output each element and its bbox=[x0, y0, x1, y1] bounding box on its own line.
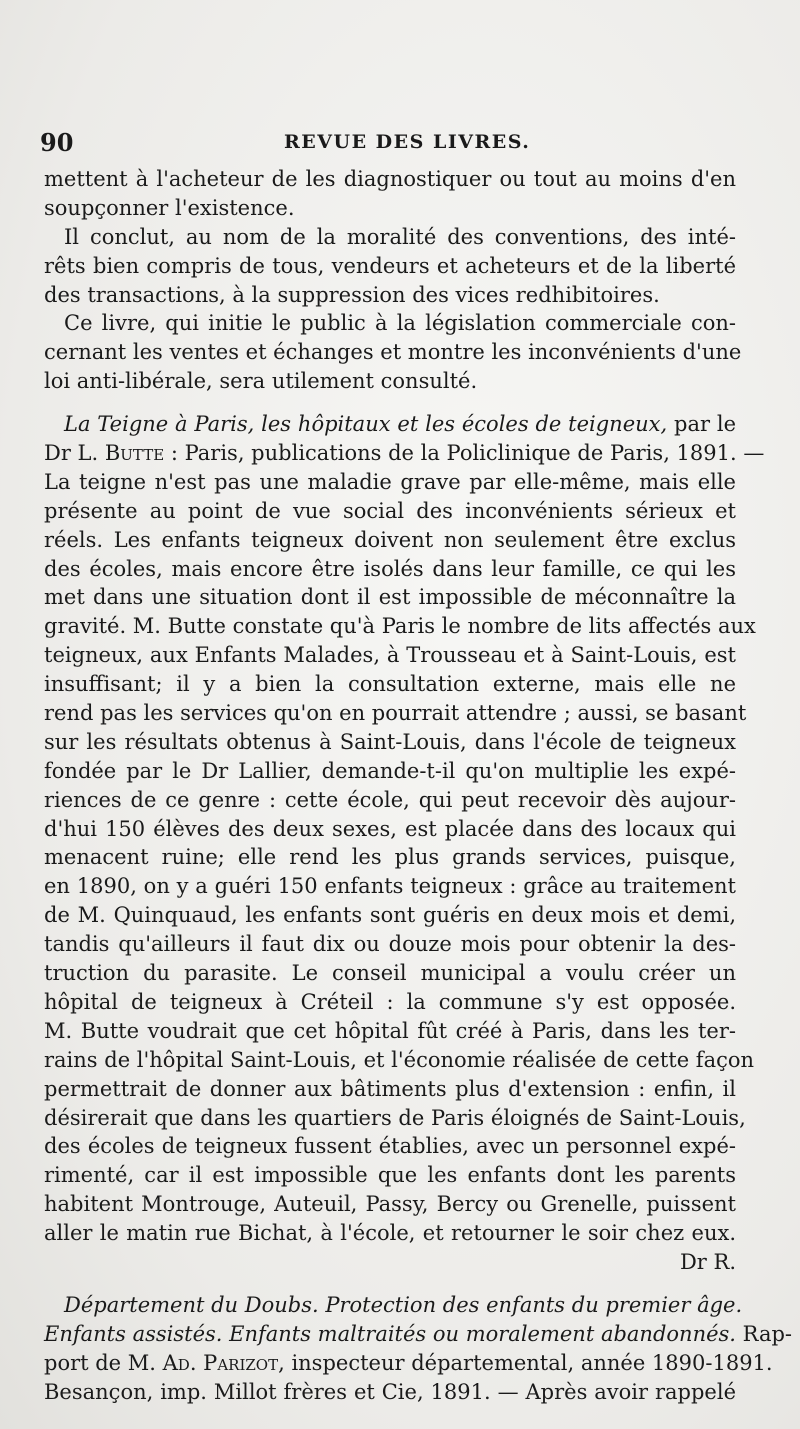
text-line: cernant les ventes et échanges et montre les inconvénients d'une bbox=[44, 340, 742, 365]
text-line: Ce livre, qui initie le public à la législation commerciale con- bbox=[64, 311, 736, 336]
review-doubs bbox=[44, 1291, 793, 1407]
text-line: riences de ce genre : cette école, qui peut recevoir dès aujour- bbox=[44, 787, 736, 812]
publication-info: : Paris, publications de la Policlinique de Paris, 1891. — bbox=[164, 441, 765, 466]
text-line: M. Butte voudrait que cet hôpital fût créé à Paris, dans les ter- bbox=[44, 1018, 736, 1043]
page-header bbox=[40, 128, 740, 158]
text-line: rimenté, car il est impossible que les enfants dont les parents bbox=[44, 1163, 736, 1188]
text-line: habitent Montrouge, Auteuil, Passy, Bercy ou Grenelle, puissent bbox=[44, 1192, 736, 1217]
author-prefix: port de M. bbox=[44, 1350, 163, 1375]
text-line: en 1890, on y a guéri 150 enfants teigneux : grâce au traitement bbox=[44, 874, 736, 899]
text-line: mettent à l'acheteur de les diagnostiquer ou tout au moins d'en bbox=[44, 167, 736, 191]
review-title-continued: Enfants assistés. Enfants maltraités ou moralement abandonnés. bbox=[44, 1321, 736, 1346]
review-author-line bbox=[44, 439, 765, 468]
text-line: Il conclut, au nom de la moralité des conventions, des inté- bbox=[64, 224, 736, 249]
text-line: loi anti-libérale, sera utilement consulté. bbox=[44, 369, 478, 394]
review-author-line bbox=[44, 1349, 773, 1378]
text-line: met dans une situation dont il est impossible de méconnaître la bbox=[44, 585, 736, 610]
text-line: rêts bien compris de tous, vendeurs et acheteurs et de la liberté bbox=[44, 253, 736, 278]
text-line: rains de l'hôpital Saint-Louis, et l'économie réalisée de cette façon bbox=[44, 1047, 755, 1072]
text-line: Besançon, imp. Millot frères et Cie, 1891. — Après avoir rappelé bbox=[44, 1379, 736, 1404]
text-line: des écoles de teigneux fussent établies, avec un personnel expé- bbox=[44, 1134, 736, 1159]
review-title-line bbox=[44, 410, 736, 439]
text-line: teigneux, aux Enfants Malades, à Trousseau et à Saint-Louis, est bbox=[44, 643, 736, 668]
review-title-line bbox=[44, 1320, 793, 1349]
review-title-line: Département du Doubs. Protection des enfants du premier âge. bbox=[64, 1292, 743, 1317]
text-line: truction du parasite. Le conseil municipal a voulu créer un bbox=[44, 961, 736, 986]
running-title: REVUE DES LIVRES. bbox=[284, 131, 531, 153]
text-line: fondée par le Dr Lallier, demande-t-il qu'on multiplie les expé- bbox=[44, 758, 736, 783]
paragraph-gap bbox=[44, 396, 736, 410]
review-title: La Teigne à Paris, les hôpitaux et les écoles de teigneux, bbox=[64, 412, 668, 437]
review-title-by: par le bbox=[667, 412, 737, 437]
review-vices-redhibitoires bbox=[44, 165, 742, 396]
text-line: permettrait de donner aux bâtiments plus d'extension : enfin, il bbox=[44, 1076, 736, 1101]
text-line: tandis qu'ailleurs il faut dix ou douze mois pour obtenir la des- bbox=[44, 932, 736, 957]
review-teigne-paris bbox=[44, 410, 765, 1277]
reviewer-signature: Dr R. bbox=[679, 1249, 736, 1274]
text-line: La teigne n'est pas une maladie grave par elle-même, mais elle bbox=[44, 469, 736, 494]
review-title-rest: Rap- bbox=[735, 1321, 793, 1346]
text-line: d'hui 150 élèves des deux sexes, est placée dans des locaux qui bbox=[44, 816, 736, 841]
text-line: réels. Les enfants teigneux doivent non seulement être exclus bbox=[44, 527, 736, 552]
author-name: Butte bbox=[104, 441, 165, 466]
author-role: , inspecteur départemental, année 1890-1891. bbox=[278, 1350, 773, 1375]
author-prefix: Dr L. bbox=[44, 441, 105, 466]
text-line: des écoles, mais encore être isolés dans leur famille, ce qui les bbox=[44, 556, 736, 581]
text-line: de M. Quinquaud, les enfants sont guéris en deux mois et demi, bbox=[44, 903, 736, 928]
text-line: insuffisant; il y a bien la consultation externe, mais elle ne bbox=[44, 672, 736, 697]
text-line: sur les résultats obtenus à Saint-Louis, dans l'école de teigneux bbox=[44, 729, 736, 754]
page-number: 90 bbox=[40, 128, 74, 157]
text-line: menacent ruine; elle rend les plus grands services, puisque, bbox=[44, 845, 736, 870]
text-line: désirerait que dans les quartiers de Paris éloignés de Saint-Louis, bbox=[44, 1105, 746, 1130]
text-line: rend pas les services qu'on en pourrait attendre ; aussi, se basant bbox=[44, 701, 747, 726]
text-line: des transactions, à la suppression des vices redhibitoires. bbox=[44, 282, 660, 307]
page-body bbox=[44, 165, 793, 1406]
text-line: soupçonner l'existence. bbox=[44, 195, 295, 220]
paragraph-gap bbox=[44, 1277, 736, 1291]
text-line: gravité. M. Butte constate qu'à Paris le nombre de lits affectés aux bbox=[44, 614, 756, 639]
author-name: Ad. Parizot bbox=[162, 1350, 279, 1375]
text-line: hôpital de teigneux à Créteil : la commune s'y est opposée. bbox=[44, 989, 736, 1014]
text-line: aller le matin rue Bichat, à l'école, et retourner le soir chez eux. bbox=[44, 1221, 736, 1246]
text-line: présente au point de vue social des inconvénients sérieux et bbox=[44, 498, 736, 523]
